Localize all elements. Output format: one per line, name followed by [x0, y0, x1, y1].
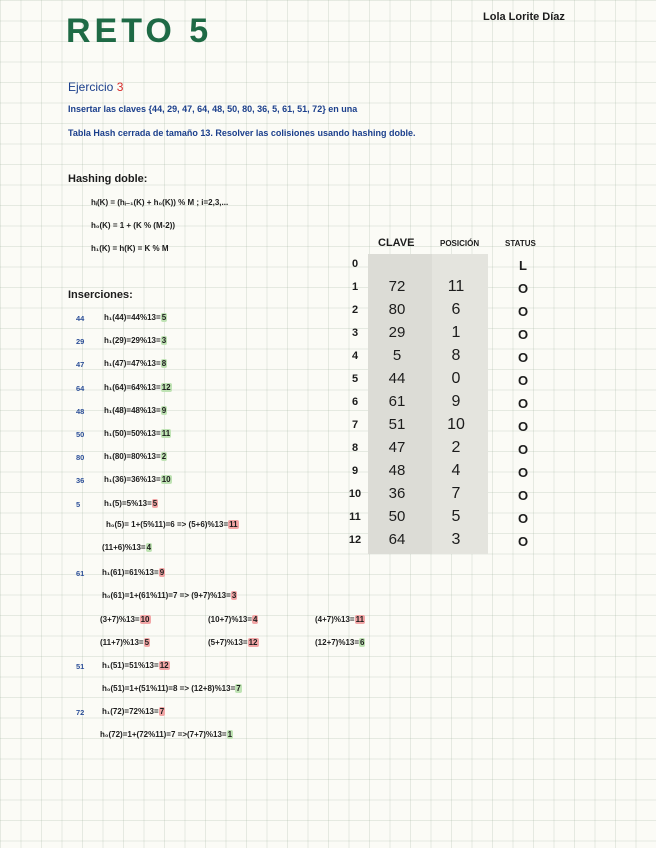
calc-text: h₀(51)=1+(51%11)=8 => (12+8)%13= [102, 684, 236, 693]
calc-line [104, 429, 171, 438]
calc-result: 6 [360, 638, 365, 647]
table-status-cell: O [517, 511, 529, 526]
insert-key: 44 [76, 314, 85, 323]
calc-text: (4+7)%13= [315, 615, 355, 624]
table-clave-cell: 36 [388, 485, 406, 502]
table-status-cell: O [517, 465, 529, 480]
calc-text: (12+7)%13= [315, 638, 360, 647]
table-index-cell: 11 [349, 511, 361, 523]
insert-key: 48 [76, 406, 85, 416]
insert-key: 47 [76, 360, 85, 370]
table-clave-cell: 51 [388, 416, 406, 433]
table-posicion-cell: 11 [447, 278, 465, 295]
table-status-cell: O [517, 373, 529, 388]
calc-text: h₁(47)=47%13= [104, 359, 161, 369]
insert-key: 29 [76, 337, 85, 347]
calc-result: 3 [161, 336, 167, 346]
calc-line [104, 499, 158, 508]
calc-result: 11 [229, 520, 238, 529]
insert-key: 61 [76, 569, 85, 578]
insert-key: 51 [76, 662, 85, 671]
calc-line [104, 406, 167, 415]
insertions-heading: Inserciones: [68, 289, 133, 301]
table-posicion-cell: 10 [447, 416, 465, 433]
header-status: STATUS [505, 239, 536, 248]
calc-result: 12 [248, 638, 258, 647]
calc-line [102, 684, 242, 693]
calc-line [104, 336, 167, 345]
table-posicion-cell: 9 [451, 393, 461, 410]
table-posicion-cell: 5 [451, 508, 461, 525]
calc-text: (11+7)%13= [100, 638, 144, 647]
calc-line [208, 638, 259, 647]
calc-line [106, 520, 239, 529]
calc-result: 4 [146, 543, 152, 552]
table-status-cell: L [519, 258, 527, 273]
table-posicion-cell: 6 [451, 301, 461, 318]
insert-key: 5 [76, 499, 81, 509]
calc-text: (5+7)%13= [208, 638, 248, 647]
calc-line [315, 615, 365, 624]
exercise-label-text: Ejercicio [68, 80, 114, 94]
calc-result: 12 [159, 661, 169, 670]
calc-result: 5 [144, 638, 150, 647]
table-status-cell: O [517, 396, 529, 411]
calc-text: h₁(51)=51%13= [102, 661, 159, 670]
table-index-cell: 2 [351, 304, 359, 316]
calc-text: (3+7)%13= [100, 615, 140, 624]
calc-result: 10 [161, 475, 171, 485]
table-clave-cell: 80 [388, 301, 406, 318]
table-status-cell: O [517, 419, 529, 434]
insert-key: 36 [76, 476, 85, 486]
calc-line [315, 638, 365, 647]
header-posicion: POSICIÓN [440, 239, 480, 248]
insert-key: 50 [76, 430, 85, 439]
calc-text: h₁(61)=61%13= [102, 568, 159, 577]
calc-result: 7 [159, 707, 165, 716]
table-clave-cell: 29 [388, 324, 406, 341]
table-status-cell: O [517, 442, 529, 457]
table-index-cell: 9 [351, 465, 359, 477]
table-index-cell: 10 [348, 488, 362, 500]
table-clave-cell: 48 [388, 462, 406, 479]
calc-text: h₁(80)=80%13= [104, 452, 161, 462]
table-status-cell: O [517, 534, 529, 549]
table-posicion-cell: 8 [451, 347, 461, 364]
table-index-cell: 12 [348, 534, 362, 546]
insert-key: 80 [76, 453, 85, 463]
table-status-cell: O [517, 304, 529, 319]
calc-text: h₁(50)=50%13= [104, 429, 161, 438]
header-clave: CLAVE [378, 237, 415, 249]
calc-text: h₀(5)= 1+(5%11)=6 => (5+6)%13= [106, 520, 229, 529]
table-clave-cell: 72 [388, 278, 406, 295]
table-posicion-cell: 2 [451, 439, 461, 456]
table-clave-cell: 61 [388, 393, 406, 410]
hashing-heading: Hashing doble: [68, 173, 148, 185]
table-posicion-cell: 4 [451, 462, 461, 479]
calc-line [100, 638, 150, 647]
insert-key: 72 [76, 708, 85, 717]
calc-result: 4 [253, 615, 258, 624]
table-posicion-cell: 7 [451, 485, 461, 502]
calc-line [102, 543, 152, 552]
table-index-cell: 1 [351, 281, 359, 293]
calc-line [104, 383, 172, 392]
table-status-cell: O [517, 327, 529, 342]
calc-text: h₁(72)=72%13= [102, 707, 159, 716]
calc-line [100, 730, 233, 739]
table-clave-cell: 50 [388, 508, 406, 525]
calc-line [104, 452, 167, 461]
calc-text: h₁(36)=36%13= [104, 475, 161, 485]
calc-result: 8 [161, 359, 167, 369]
calc-result: 10 [140, 615, 150, 624]
calc-text: h₀(61)=1+(61%11)=7 => (9+7)%13= [102, 591, 231, 600]
calc-result: 5 [161, 313, 167, 322]
formula-h1: h₁(K) = h(K) = K % M [91, 244, 169, 253]
calc-result: 11 [161, 429, 171, 438]
calc-line [100, 615, 151, 624]
calc-result: 5 [152, 498, 158, 508]
table-index-cell: 6 [351, 396, 359, 408]
calc-text: h₁(64)=64%13= [104, 382, 161, 392]
calc-result: 3 [231, 591, 237, 600]
exercise-statement-line1: Insertar las claves {44, 29, 47, 64, 48, 50, 80, 36, 5, 61, 51, 72} en una [68, 104, 358, 114]
calc-line [208, 615, 258, 624]
exercise-number: 3 [116, 80, 124, 94]
calc-result: 11 [355, 615, 365, 624]
calc-text: (11+6)%13= [102, 543, 146, 552]
calc-text: h₁(44)=44%13= [104, 313, 161, 322]
calc-result: 12 [161, 382, 171, 392]
table-clave-cell: 64 [388, 531, 406, 548]
calc-line [104, 475, 172, 484]
calc-line [102, 661, 170, 670]
table-index-cell: 5 [351, 373, 359, 385]
calc-result: 1 [227, 730, 233, 739]
table-status-cell: O [517, 281, 529, 296]
calc-text: h₀(72)=1+(72%11)=7 =>(7+7)%13= [100, 730, 227, 739]
table-posicion-cell: 3 [451, 531, 461, 548]
formula-rehash: hᵢ(K) = (hᵢ₋₁(K) + h₀(K)) % M ; i=2,3,... [91, 198, 229, 207]
calc-result: 7 [236, 684, 241, 693]
calc-line [102, 591, 237, 600]
table-posicion-cell: 1 [451, 324, 461, 341]
table-status-cell: O [517, 488, 529, 503]
insert-key: 64 [76, 383, 85, 393]
table-clave-cell: 5 [392, 347, 402, 364]
table-index-cell: 4 [351, 350, 359, 362]
table-index-cell: 7 [351, 419, 359, 431]
table-status-cell: O [517, 350, 529, 365]
calc-text: (10+7)%13= [208, 615, 253, 624]
calc-result: 9 [161, 405, 167, 415]
calc-line [102, 707, 165, 716]
table-posicion-cell: 0 [451, 370, 461, 387]
table-clave-cell: 47 [388, 439, 406, 456]
page-title: RETO 5 [66, 12, 213, 50]
calc-text: h₁(48)=48%13= [104, 405, 161, 415]
calc-text: h₁(29)=29%13= [104, 336, 161, 346]
calc-text: h₁(5)=5%13= [104, 498, 152, 508]
table-clave-cell: 44 [388, 370, 406, 387]
calc-result: 9 [159, 568, 165, 577]
calc-line [104, 359, 167, 368]
calc-line [104, 313, 167, 322]
author-name: Lola Lorite Díaz [483, 11, 565, 23]
table-index-cell: 0 [351, 258, 359, 270]
table-index-cell: 8 [351, 442, 359, 454]
calc-line [102, 568, 165, 577]
table-index-cell: 3 [351, 327, 359, 339]
formula-h0: h₀(K) = 1 + (K % (M-2)) [91, 221, 176, 230]
calc-result: 2 [161, 452, 167, 462]
exercise-statement-line2: Tabla Hash cerrada de tamaño 13. Resolver las colisiones usando hashing doble. [68, 128, 416, 138]
exercise-label [68, 80, 123, 94]
